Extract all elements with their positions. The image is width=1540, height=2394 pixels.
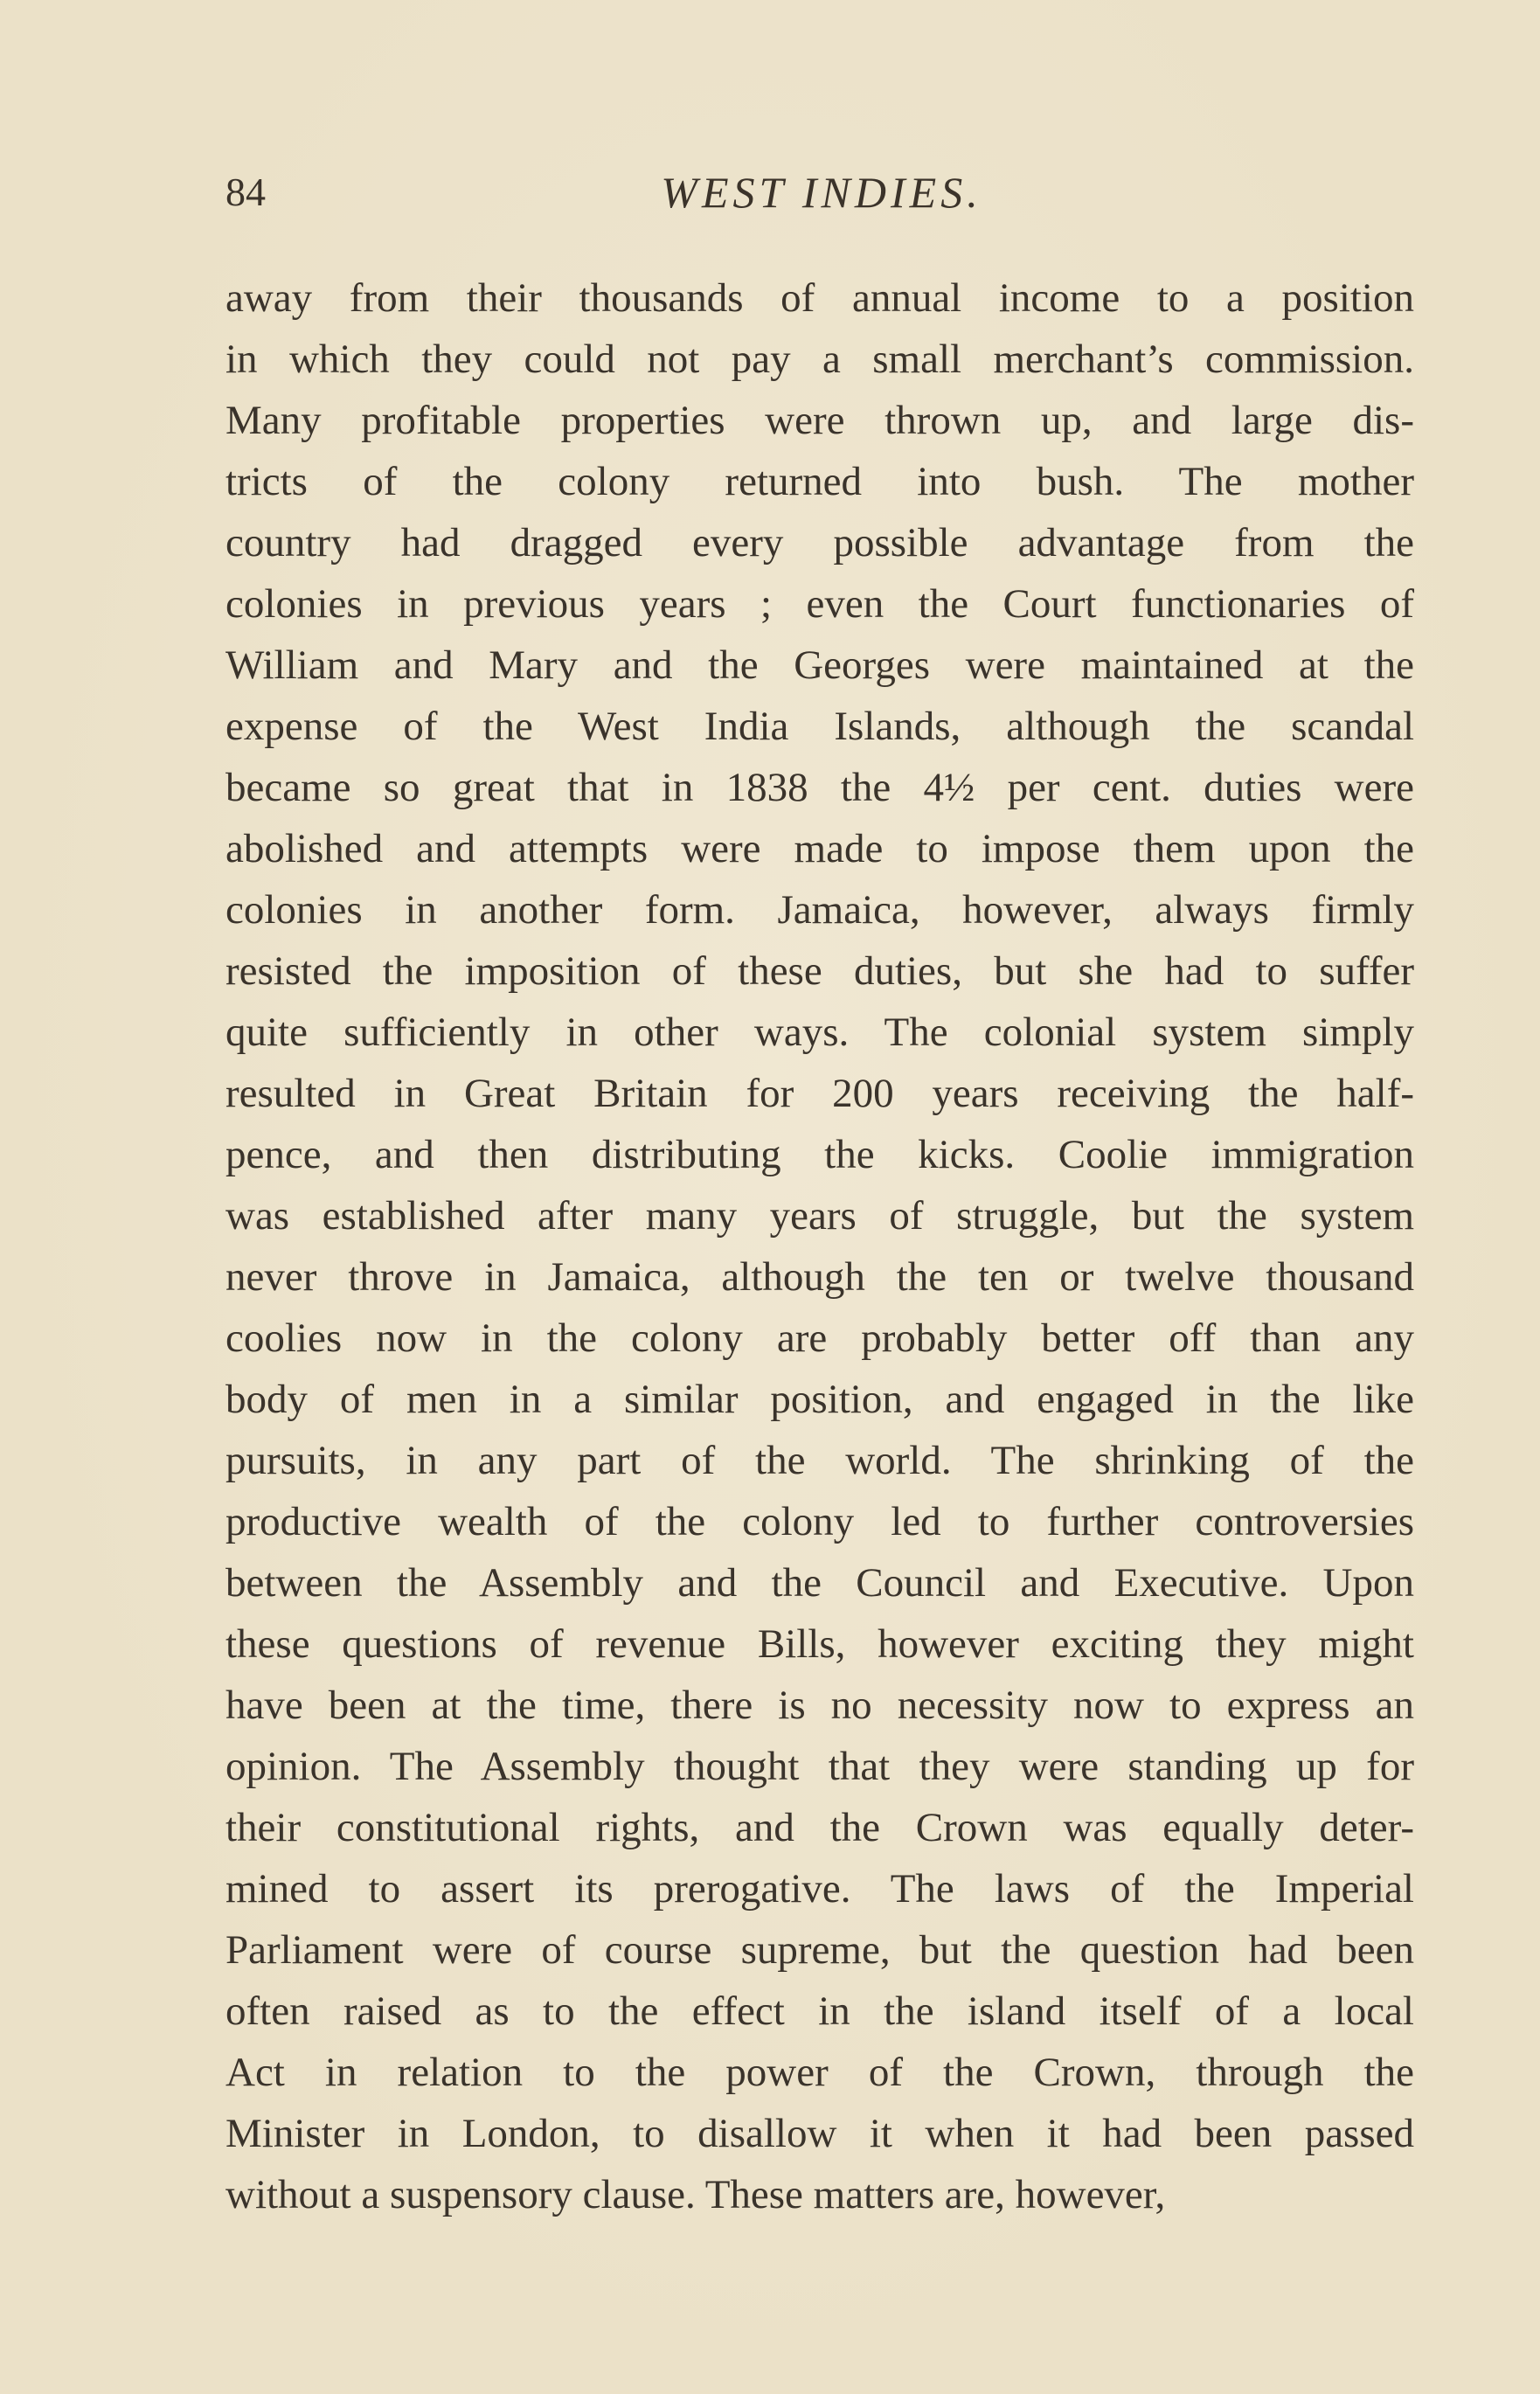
text-line: quite sufficiently in other ways. The colonial system simply [225, 1010, 1414, 1055]
text-line: expense of the West India Islands, although the scandal [225, 704, 1414, 749]
text-line: Act in relation to the power of the Crown, through the [225, 2050, 1414, 2095]
text-line: resulted in Great Britain for 200 years receiving the half- [225, 1071, 1414, 1116]
text-line: was established after many years of struggle, but the system [225, 1193, 1414, 1239]
text-line: without a suspensory clause. These matters are, however, [225, 2172, 1166, 2217]
text-line: country had dragged every possible advantage from the [225, 520, 1414, 566]
text-line: productive wealth of the colony led to further controversies [225, 1499, 1414, 1544]
text-line: away from their thousands of annual income to a position [225, 275, 1414, 321]
page-header [219, 166, 1425, 227]
text-line: often raised as to the effect in the island itself of a local [225, 1988, 1414, 2034]
body-text [225, 267, 1414, 2225]
text-line: in which they could not pay a small merchant’s commission. [225, 337, 1414, 382]
text-line: mined to assert its prerogative. The laws of the Imperial [225, 1866, 1414, 1912]
text-line: tricts of the colony returned into bush. The mother [225, 459, 1414, 504]
text-line: colonies in previous years ; even the Court functionaries of [225, 581, 1414, 627]
text-line: their constitutional rights, and the Crown was equally deter- [225, 1805, 1414, 1850]
text-line: these questions of revenue Bills, however exciting they might [225, 1621, 1414, 1667]
text-line: Many profitable properties were thrown up, and large dis- [225, 398, 1414, 443]
text-line: abolished and attempts were made to impose them upon the [225, 826, 1414, 871]
text-line: body of men in a similar position, and engaged in the like [225, 1377, 1414, 1422]
text-line: Parliament were of course supreme, but the question had been [225, 1927, 1414, 1973]
text-line: pursuits, in any part of the world. The shrinking of the [225, 1438, 1414, 1483]
text-line: have been at the time, there is no necessity now to express an [225, 1683, 1414, 1728]
text-line: resisted the imposition of these duties, but she had to suffer [225, 948, 1414, 994]
text-line: between the Assembly and the Council and Executive. Upon [225, 1560, 1414, 1606]
text-line: Minister in London, to disallow it when it had been passed [225, 2111, 1414, 2156]
text-line: colonies in another form. Jamaica, however, always firmly [225, 887, 1414, 933]
running-title: WEST INDIES. [661, 168, 982, 217]
text-line: coolies now in the colony are probably better off than any [225, 1315, 1414, 1361]
text-line: William and Mary and the Georges were maintained at the [225, 642, 1414, 688]
text-line: became so great that in 1838 the 4½ per cent. duties were [225, 765, 1414, 810]
text-line: pence, and then distributing the kicks. Coolie immigration [225, 1132, 1414, 1177]
text-line: opinion. The Assembly thought that they were standing up for [225, 1744, 1414, 1789]
page-number: 84 [225, 170, 266, 214]
text-line: never throve in Jamaica, although the ten or twelve thousand [225, 1254, 1414, 1300]
